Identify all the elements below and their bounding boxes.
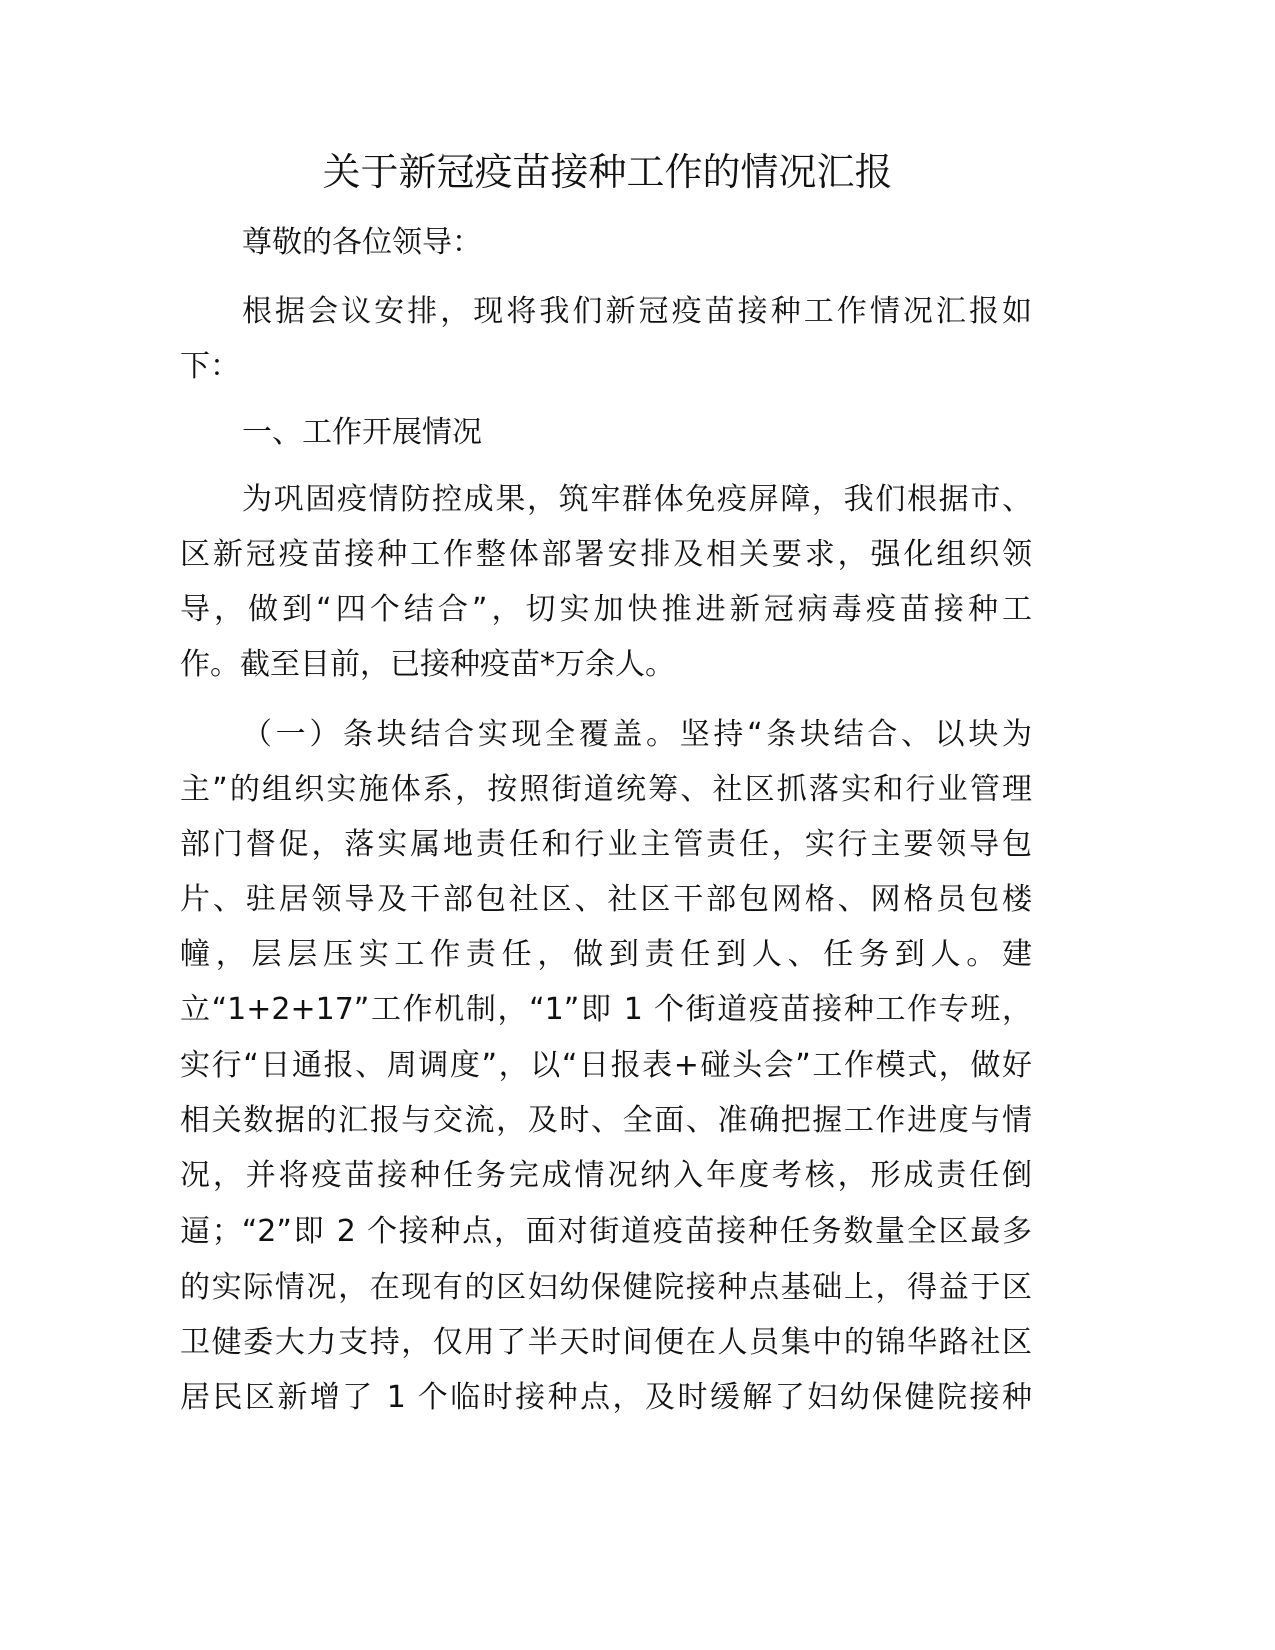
text-line: 立“1+2+17”工作机制，“1”即 1 个街道疫苗接种工作专班， [180, 992, 1032, 1027]
text-line: 幢，层层压实工作责任，做到责任到人、任务到人。建 [180, 937, 1032, 972]
text-line: 主”的组织实施体系，按照街道统筹、社区抓落实和行业管理 [180, 772, 1032, 807]
text-line: 区新冠疫苗接种工作整体部署安排及相关要求，强化组织领 [180, 537, 1032, 572]
text-line: 相关数据的汇报与交流，及时、全面、准确把握工作进度与情 [180, 1103, 1032, 1138]
text-line: 一、工作开展情况 [242, 415, 482, 450]
text-line: 根据会议安排，现将我们新冠疫苗接种工作情况汇报如 [242, 294, 1032, 329]
text-line: 的实际情况，在现有的区妇幼保健院接种点基础上，得益于区 [180, 1270, 1032, 1305]
text-line: 片、驻居领导及干部包社区、社区干部包网格、网格员包楼 [180, 882, 1032, 917]
text-line: 实行“日通报、周调度”，以“日报表+碰头会”工作模式，做好 [180, 1048, 1032, 1083]
text-line: 下： [180, 349, 240, 384]
text-line: 为巩固疫情防控成果，筑牢群体免疫屏障，我们根据市、 [242, 482, 1032, 517]
text-line: 作。截至目前，已接种疫苗*万余人。 [180, 647, 675, 682]
text-line: 导，做到“四个结合”，切实加快推进新冠病毒疫苗接种工 [180, 592, 1032, 627]
text-line: 尊敬的各位领导： [242, 225, 482, 260]
text-line: 卫健委大力支持，仅用了半天时间便在人员集中的锦华路社区 [180, 1325, 1032, 1360]
text-line: 况，并将疫苗接种任务完成情况纳入年度考核，形成责任倒 [180, 1158, 1032, 1193]
text-line: 居民区新增了 1 个临时接种点，及时缓解了妇幼保健院接种 [180, 1380, 1032, 1415]
text-line: 逼；“2”即 2 个接种点，面对街道疫苗接种任务数量全区最多 [180, 1214, 1032, 1249]
text-line: （一）条块结合实现全覆盖。坚持“条块结合、以块为 [242, 717, 1032, 752]
document-title: 关于新冠疫苗接种工作的情况汇报 [322, 150, 893, 194]
text-line: 部门督促，落实属地责任和行业主管责任，实行主要领导包 [180, 827, 1032, 862]
